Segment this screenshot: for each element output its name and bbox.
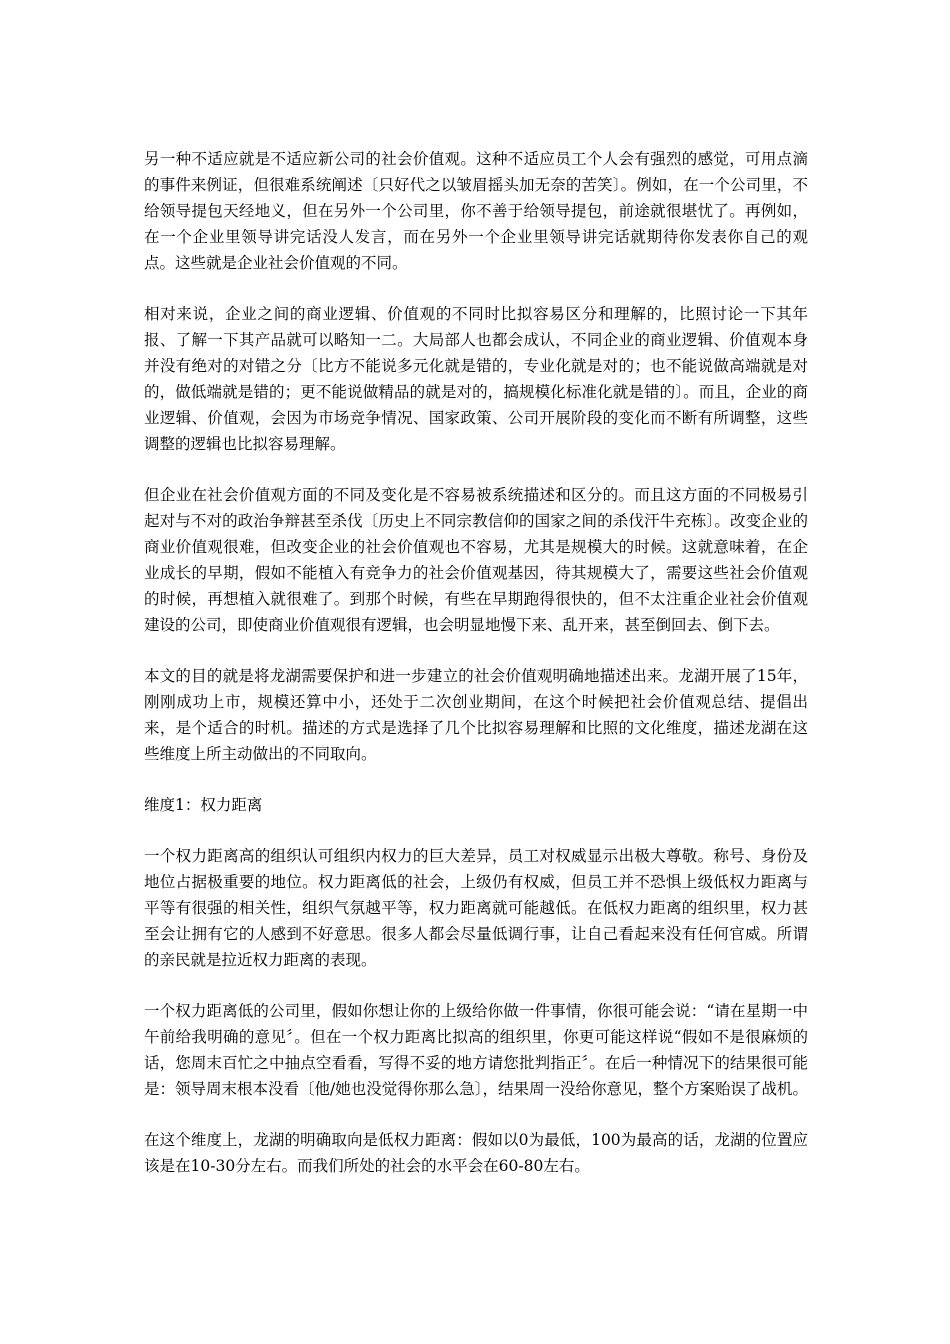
document-page <box>144 146 808 1204</box>
section-heading-dimension-1: 维度1：权力距离 <box>144 796 263 814</box>
paragraph-social-values-adaptation: 另一种不适应就是不适应新公司的社会价值观。这种不适应员工个人会有强烈的感觉，可用点滴的事件来例证，但很难系统阐述〔只好代之以皱眉摇头加无奈的苦笑〕。例如，在一个公司里，不给领导提包天经地义，但在另外一个公司里，你不善于给领导提包，前途就很堪忧了。再例如，在一个企业里领导讲完话没人发言，而在另外一个企业里领导讲完话就期待你发表你自己的观点。这些就是企业社会价值观的不同。 <box>144 150 808 272</box>
paragraph-article-purpose: 本文的目的就是将龙湖需要保护和进一步建立的社会价值观明确地描述出来。龙湖开展了15年，刚刚成功上市，规模还算中小，还处于二次创业期间，在这个时候把社会价值观总结、提倡出来，是个适合的时机。描述的方式是选择了几个比拟容易理解和比照的文化维度，描述龙湖在这些维度上所主动做出的不同取向。 <box>144 667 808 763</box>
paragraph-power-distance-definition: 一个权力距离高的组织认可组织内权力的巨大差异，员工对权威显示出极大尊敬。称号、身份及地位占据极重要的地位。权力距离低的社会，上级仍有权威，但员工并不恐惧上级低权力距离与平等有很强的相关性，组织气氛越平等，权力距离就可能越低。在低权力距离的组织里，权力甚至会让拥有它的人感到不好意思。很多人都会尽量低调行事，让自己看起来没有任何官威。所谓的亲民就是拉近权力距离的表现。 <box>144 847 808 969</box>
paragraph-longfor-orientation: 在这个维度上，龙湖的明确取向是低权力距离：假如以0为最低，100为最高的话，龙湖的位置应该是在10-30分左右。而我们所处的社会的水平会在60-80左右。 <box>144 1131 808 1175</box>
paragraph-power-distance-example: 一个权力距离低的公司里，假如你想让你的上级给你做一件事情，你很可能会说：“请在星期一中午前给我明确的意见〞。但在一个权力距离比拟高的组织里，你更可能这样说“假如不是很麻烦的话，您周末百忙之中抽点空看看，写得不妥的地方请您批判指正〞。在后一种情况下的结果很可能是：领导周末根本没看〔他/她也没觉得你那么急〕，结果周一没给你意见，整个方案贻误了战机。 <box>144 1002 808 1098</box>
paragraph-business-logic-comparison: 相对来说，企业之间的商业逻辑、价值观的不同时比拟容易区分和理解的，比照讨论一下其年报、了解一下其产品就可以略知一二。大局部人也都会成认，不同企业的商业逻辑、价值观本身并没有绝对的对错之分〔比方不能说多元化就是错的，专业化就是对的；也不能说做高端就是对的，做低端就是错的；更不能说做精品的就是对的，搞规模化标准化就是错的〕。而且，企业的商业逻辑、价值观，会因为市场竞争情况、国家政策、公司开展阶段的变化而不断有所调整，这些调整的逻辑也比拟容易理解。 <box>144 305 808 453</box>
paragraph-social-values-change: 但企业在社会价值观方面的不同及变化是不容易被系统描述和区分的。而且这方面的不同极易引起对与不对的政治争辩甚至杀伐〔历史上不同宗教信仰的国家之间的杀伐汗牛充栋〕。改变企业的商业价值观很难，但改变企业的社会价值观也不容易，尤其是规模大的时候。这就意味着，在企业成长的早期，假如不能植入有竞争力的社会价值观基因，待其规模大了，需要这些社会价值观的时候，再想植入就很难了。到那个时候，有些在早期跑得很快的，但不太注重企业社会价值观建设的公司，即使商业价值观很有逻辑，也会明显地慢下来、乱开来，甚至倒回去、倒下去。 <box>144 486 808 634</box>
